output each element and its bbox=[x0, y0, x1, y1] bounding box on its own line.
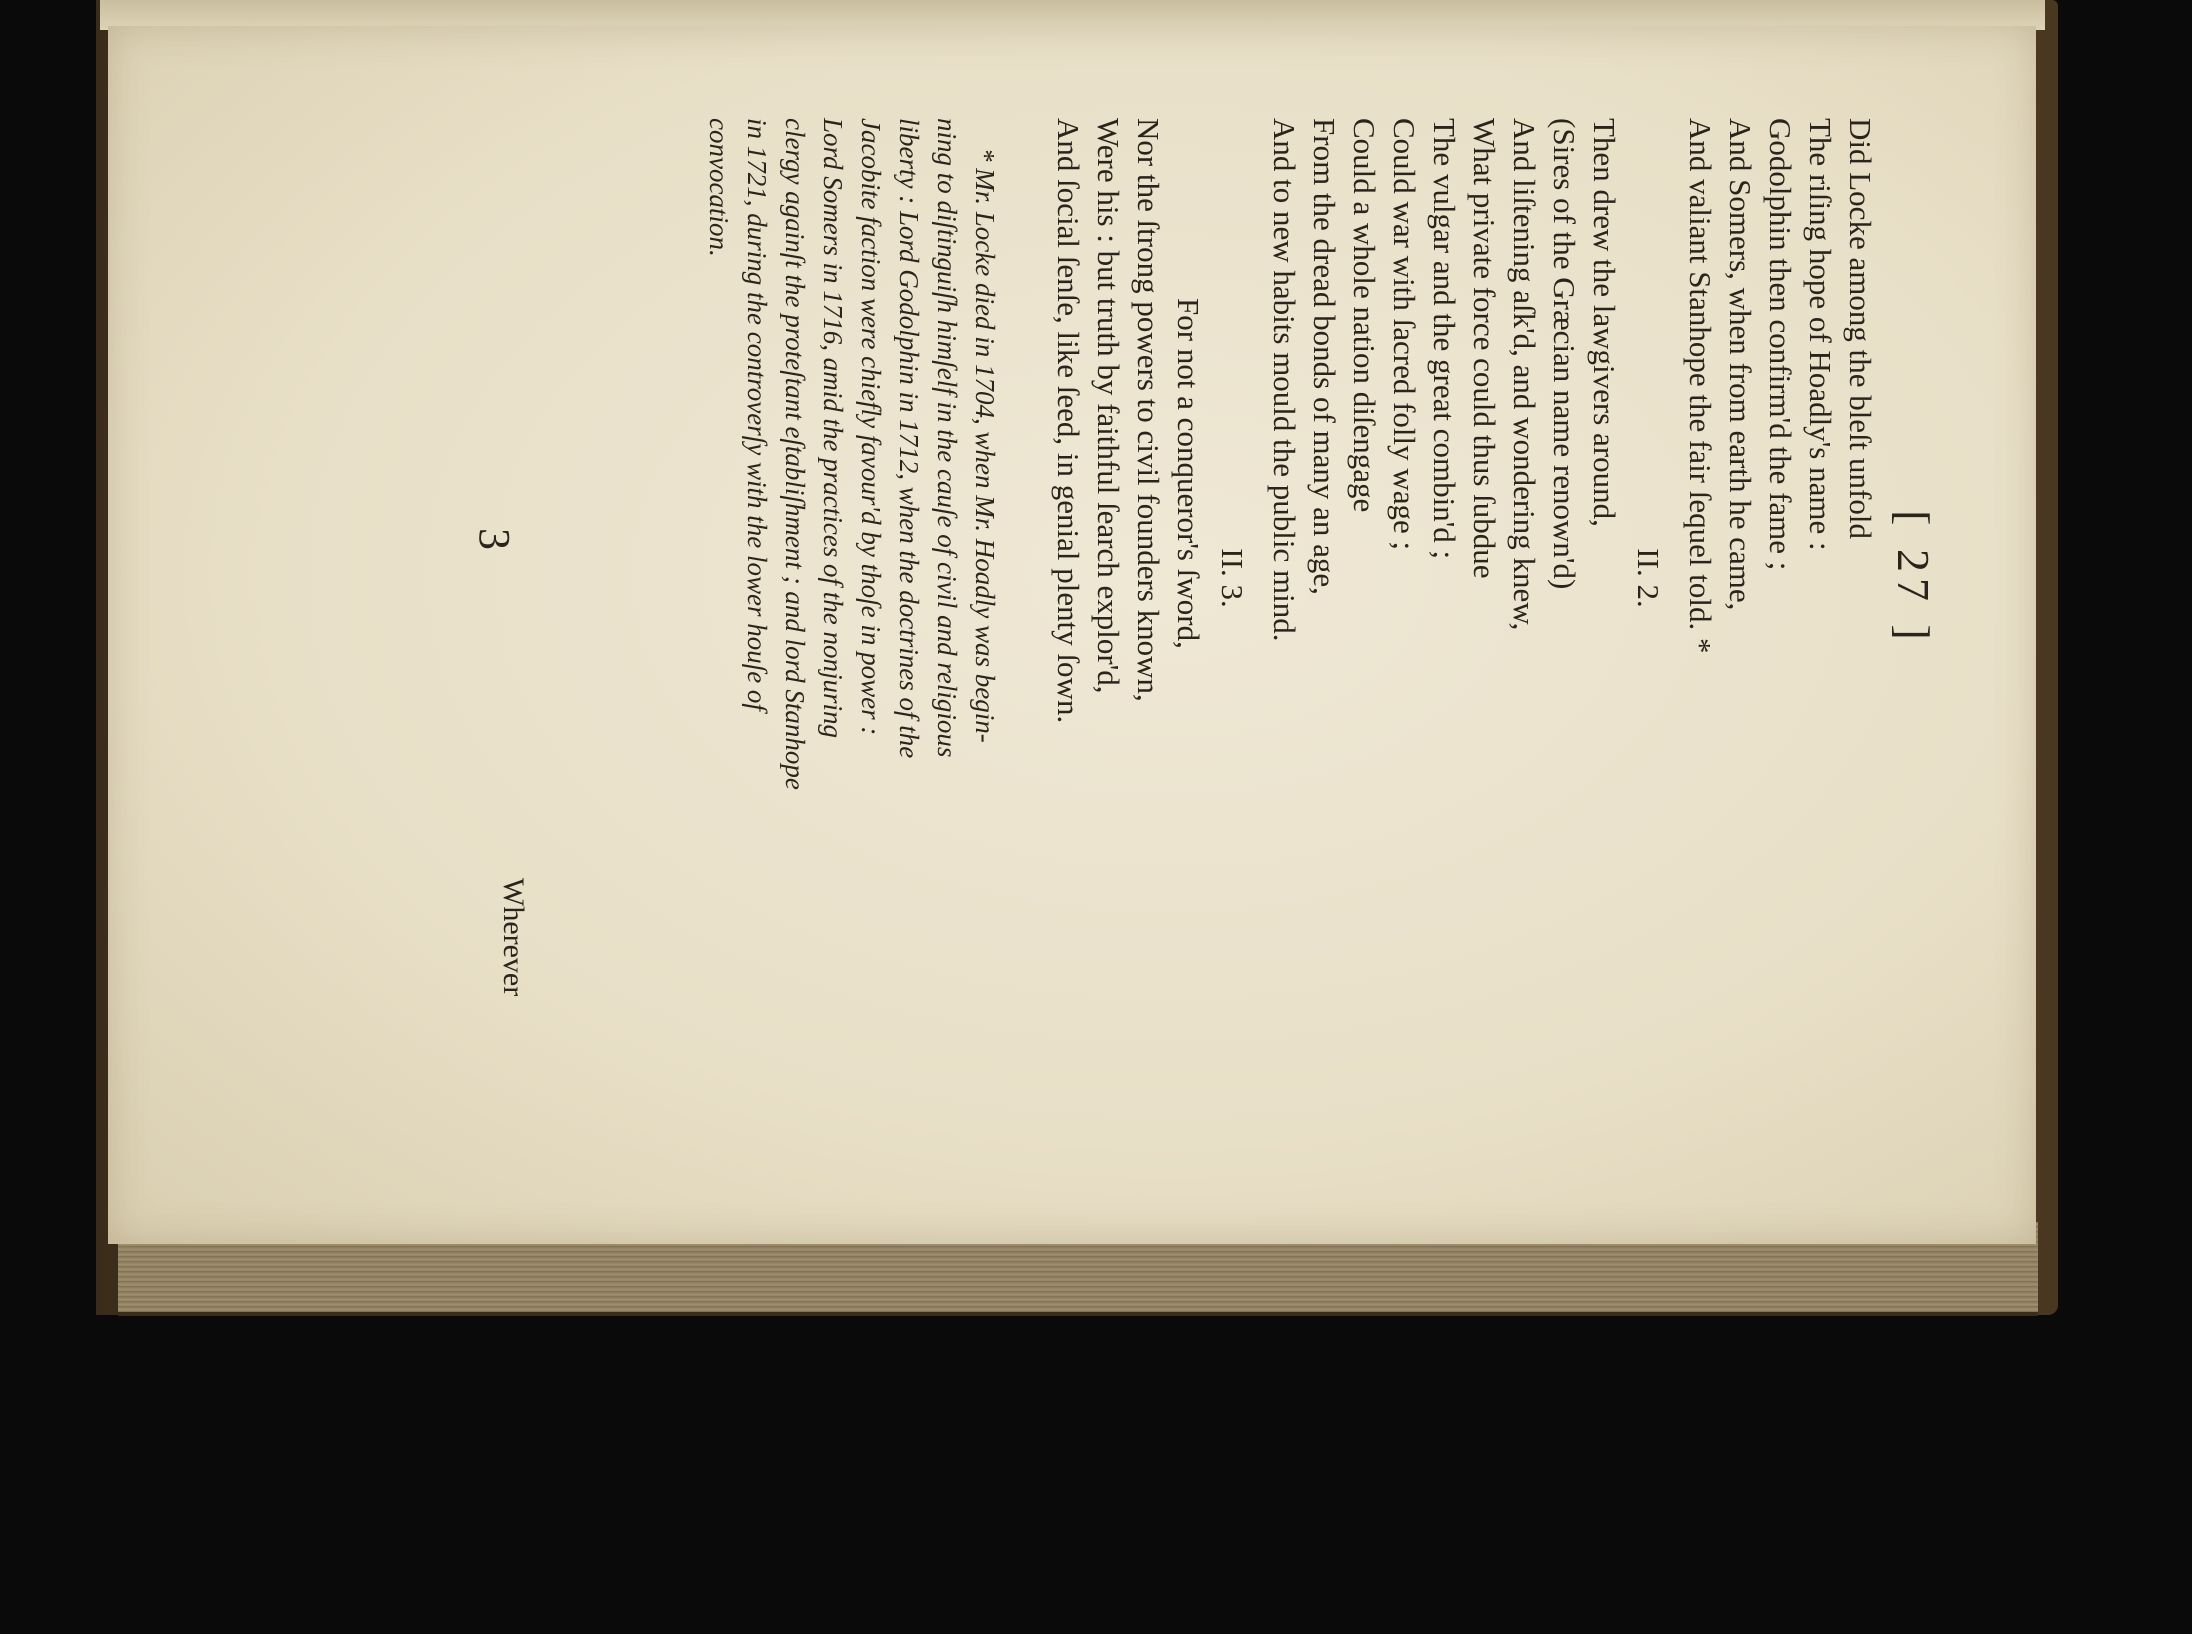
verse-line: What private force could thus ſubdue bbox=[1467, 118, 1502, 579]
footnote-line: clergy againſt the proteſtant eſtabliſhment ; and lord Stanhope bbox=[780, 118, 810, 790]
verse-line: Could war with ſacred folly wage ; bbox=[1387, 118, 1422, 551]
verse-line: And to new habits mould the public mind. bbox=[1267, 118, 1302, 642]
stanza-label: II. 2. bbox=[1631, 548, 1666, 608]
footnote-line: convocation. bbox=[704, 118, 734, 257]
verse-line: Godolphin then confirm'd the fame ; bbox=[1763, 118, 1798, 571]
footnote-line: ning to diſtinguiſh himſelf in the cauſe of civil and religious bbox=[932, 118, 962, 758]
catchword: Wherever bbox=[497, 878, 530, 997]
footnote-line: liberty : Lord Godolphin in 1712, when the doctrines of the bbox=[894, 118, 924, 759]
verse-line: Did Locke among the bleſt unfold bbox=[1843, 118, 1878, 539]
verse-line: For not a conqueror's ſword, bbox=[1171, 298, 1206, 649]
verse-line: (Sires of the Græcian name renown'd) bbox=[1547, 118, 1582, 590]
verse-line: And Somers, when from earth he came, bbox=[1723, 118, 1758, 611]
signature-mark: 3 bbox=[470, 528, 519, 550]
page-text-block bbox=[380, 118, 1940, 1078]
footnote-line: in 1721, during the controverſy with the lower houſe of bbox=[742, 118, 772, 711]
verse-line: Nor the ſtrong powers to civil founders known, bbox=[1131, 118, 1166, 702]
footnote-line: * Mr. Locke died in 1704, when Mr. Hoadly was begin- bbox=[970, 148, 1000, 743]
verse-line: Were his : but truth by faithful ſearch explor'd, bbox=[1091, 118, 1126, 694]
verse-line: The vulgar and the great combin'd ; bbox=[1427, 118, 1462, 560]
verse-line: And liſtening aſk'd, and wondering knew, bbox=[1507, 118, 1542, 631]
verse-line: The riſing hope of Hoadly's name : bbox=[1803, 118, 1838, 551]
verse-line: From the dread bonds of many an age, bbox=[1307, 118, 1342, 595]
footnote-line: Lord Somers in 1716, amid the practices of the nonjuring bbox=[818, 118, 848, 738]
page-number: [ 27 ] bbox=[1888, 510, 1939, 646]
verse-line: Then drew the lawgivers around, bbox=[1587, 118, 1622, 527]
verse-line: Could a whole nation diſengage bbox=[1347, 118, 1382, 513]
stanza-label: II. 3. bbox=[1215, 548, 1250, 608]
footnote-line: Jacobite faction were chiefly favour'd by thoſe in power : bbox=[856, 118, 886, 736]
verse-line: And valiant Stanhope the fair ſequel told. * bbox=[1683, 118, 1718, 654]
verse-line: And ſocial ſenſe, like ſeed, in genial plenty ſown. bbox=[1051, 118, 1086, 724]
